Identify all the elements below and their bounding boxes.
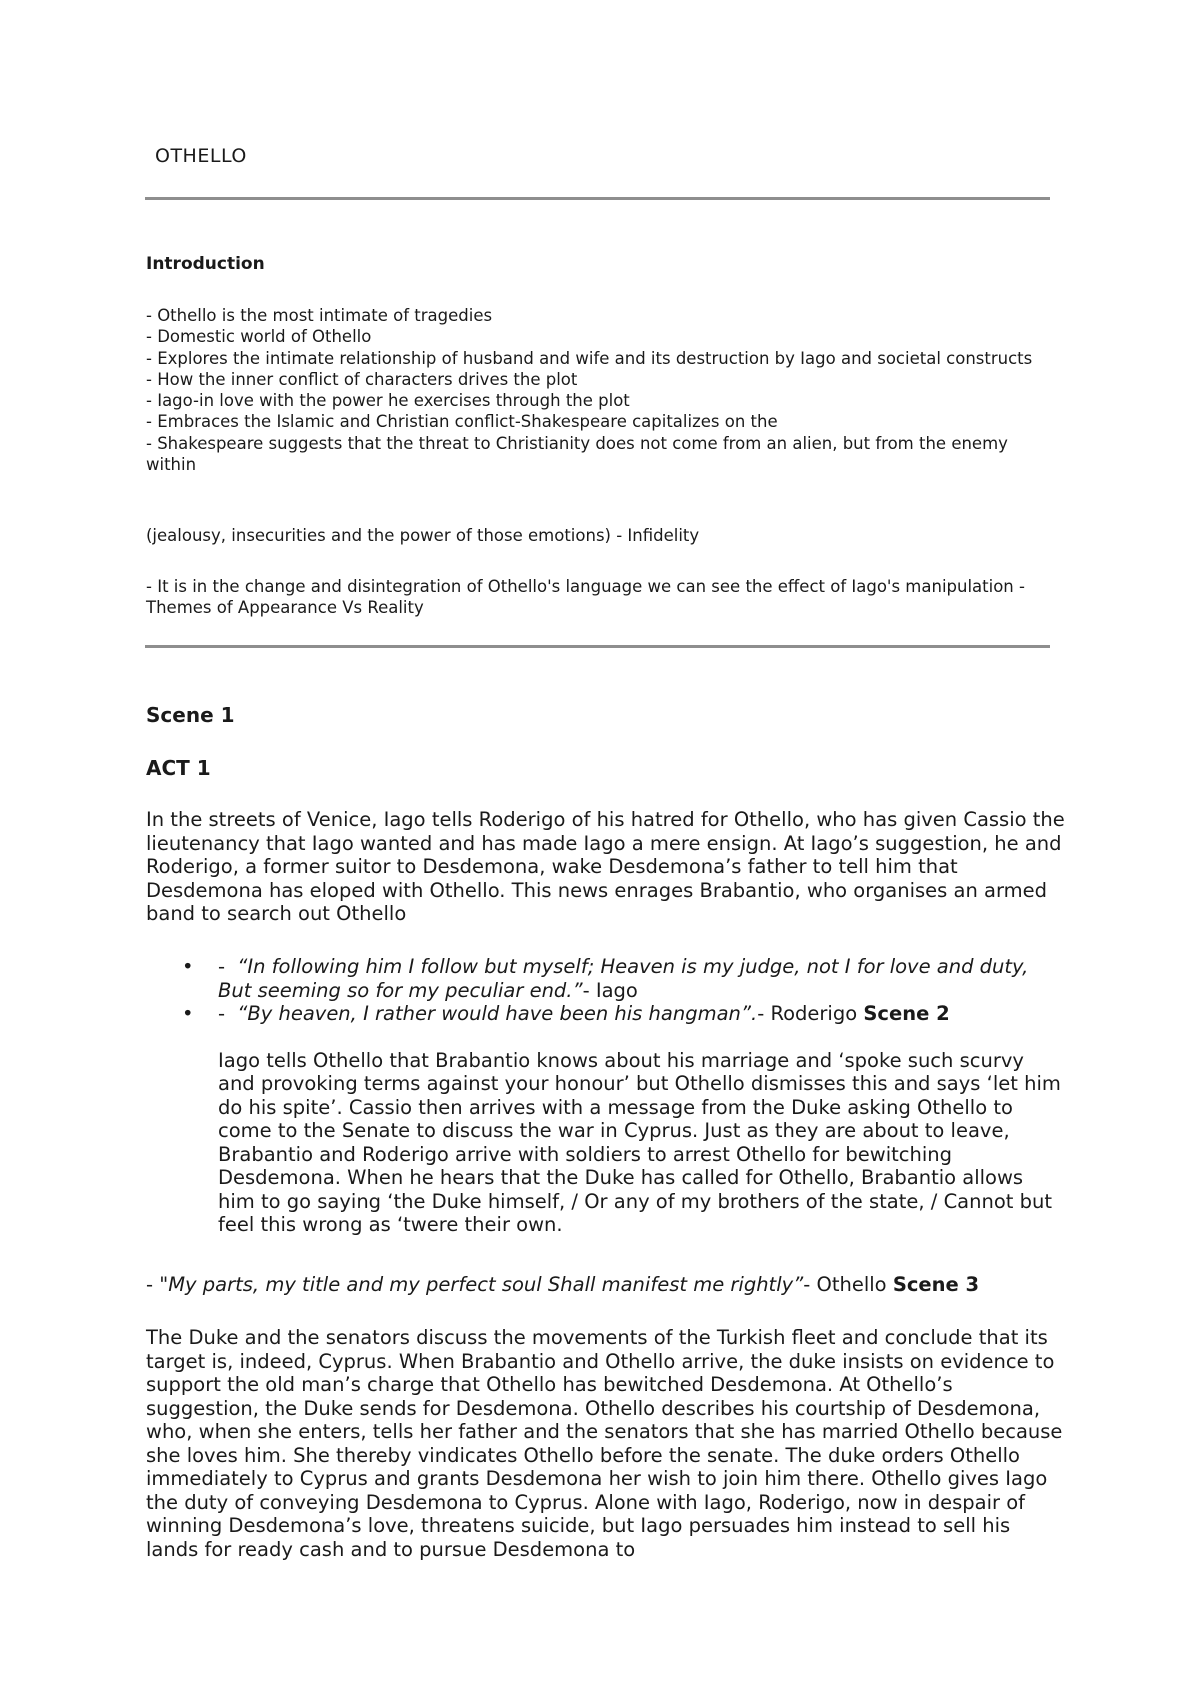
introduction-line: - Othello is the most intimate of tragedies	[146, 306, 493, 325]
act-1-heading: ACT 1	[146, 756, 211, 780]
introduction-paragraph: - It is in the change and disintegration of Othello's language we can see the effect of Iago's manipulation - Themes of Appearance Vs Reality	[146, 577, 1025, 618]
quote-speaker: - Iago	[582, 978, 638, 1002]
quote-text: My parts, my title and my perfect soul Shall manifest me rightly”	[168, 1273, 804, 1296]
scene-2-summary: Iago tells Othello that Brabantio knows about his marriage and ‘spoke such scurvy and provoking terms against your honour’ but Othello dismisses this and says ‘let him do his spite’. Cassio then arrives with a message from the Duke asking Othello to come to the Senate to discuss the war in Cyprus. Just as they are about to leave, Brabantio and Roderigo arrive with soldiers to arrest Othello for bewitching Desdemona. When he hears that the Duke has called for Othello, Brabantio allows him to go saying ‘the Duke himself, / Or any of my brothers of the state, / Cannot but feel this wrong as ‘twere their own.	[218, 1048, 1061, 1236]
scene-3-summary: The Duke and the senators discuss the movements of the Turkish fleet and conclude that its target is, indeed, Cyprus. When Brabantio and Othello arrive, the duke insists on evidence to support the old man’s charge that Othello has bewitched Desdemona. At Othello’s suggestion, the Duke sends for Desdemona. Othello describes his courtship of Desdemona, who, when she enters, tells her father and the senators that she has married Othello because she loves him. She thereby vindicates Othello before the senate. The duke orders Othello immediately to Cyprus and grants Desdemona her wish to join him there. Othello gives Iago the duty of conveying Desdemona to Cyprus. Alone with Iago, Roderigo, now in despair of winning Desdemona’s love, threatens suicide, but Iago persuades him instead to sell his lands for ready cash and to pursue Desdemona to	[146, 1326, 1063, 1561]
quote-speaker: - Roderigo	[757, 1002, 858, 1025]
quote-prefix: - "	[146, 1273, 169, 1296]
introduction-line: - Shakespeare suggests that the threat to Christianity does not come from an alien, but from the enemy within	[146, 433, 1008, 475]
quote-list	[146, 955, 1066, 1237]
introduction-heading: Introduction	[146, 254, 265, 274]
introduction-paragraph: (jealousy, insecurities and the power of those emotions) - Infidelity	[146, 526, 700, 545]
quote-dash: -	[218, 1002, 226, 1025]
bullet-icon: •	[182, 1002, 194, 1025]
introduction-line: - How the inner conflict of characters drives the plot	[146, 369, 578, 389]
introduction-line: - Embraces the Islamic and Christian conflict-Shakespeare capitalizes on the	[146, 412, 778, 432]
quote-dash: -	[218, 955, 226, 978]
act-1-scene-1-summary: In the streets of Venice, Iago tells Roderigo of his hatred for Othello, who has given Cassio the lieutenancy that Iago wanted and has made Iago a mere ensign. At Iago’s suggestion, he and Roderigo, a former suitor to Desdemona, wake Desdemona’s father to tell him that Desdemona has eloped with Othello. This news enrages Brabantio, who organises an armed band to search out Othello	[146, 808, 1065, 925]
scene-3-heading: Scene 3	[892, 1273, 980, 1296]
scene-2-heading: Scene 2	[863, 1002, 950, 1025]
introduction-line: - Explores the intimate relationship of husband and wife and its destruction by Iago and societal constructs	[146, 348, 1033, 368]
quote-item	[146, 955, 1066, 1002]
introduction-line: - Domestic world of Othello	[146, 327, 372, 347]
bullet-icon: •	[182, 955, 194, 978]
quote-text: “In following him I follow but myself; Heaven is my judge, not I for love and duty, But seeming so for my peculiar end.”	[218, 955, 1029, 1002]
introduction-line: - Iago-in love with the power he exercises through the plot	[146, 391, 630, 411]
introduction-list	[146, 305, 1051, 475]
quote-item	[146, 1002, 1066, 1237]
othello-quote-line	[146, 1273, 1066, 1297]
quote-text: “By heaven, I rather would have been his hangman”.	[237, 1002, 758, 1025]
scene-1-heading: Scene 1	[146, 703, 235, 727]
quote-speaker: - Othello	[803, 1273, 887, 1296]
horizontal-rule	[145, 645, 1050, 648]
horizontal-rule	[145, 197, 1050, 200]
document-title: OTHELLO	[155, 145, 247, 167]
